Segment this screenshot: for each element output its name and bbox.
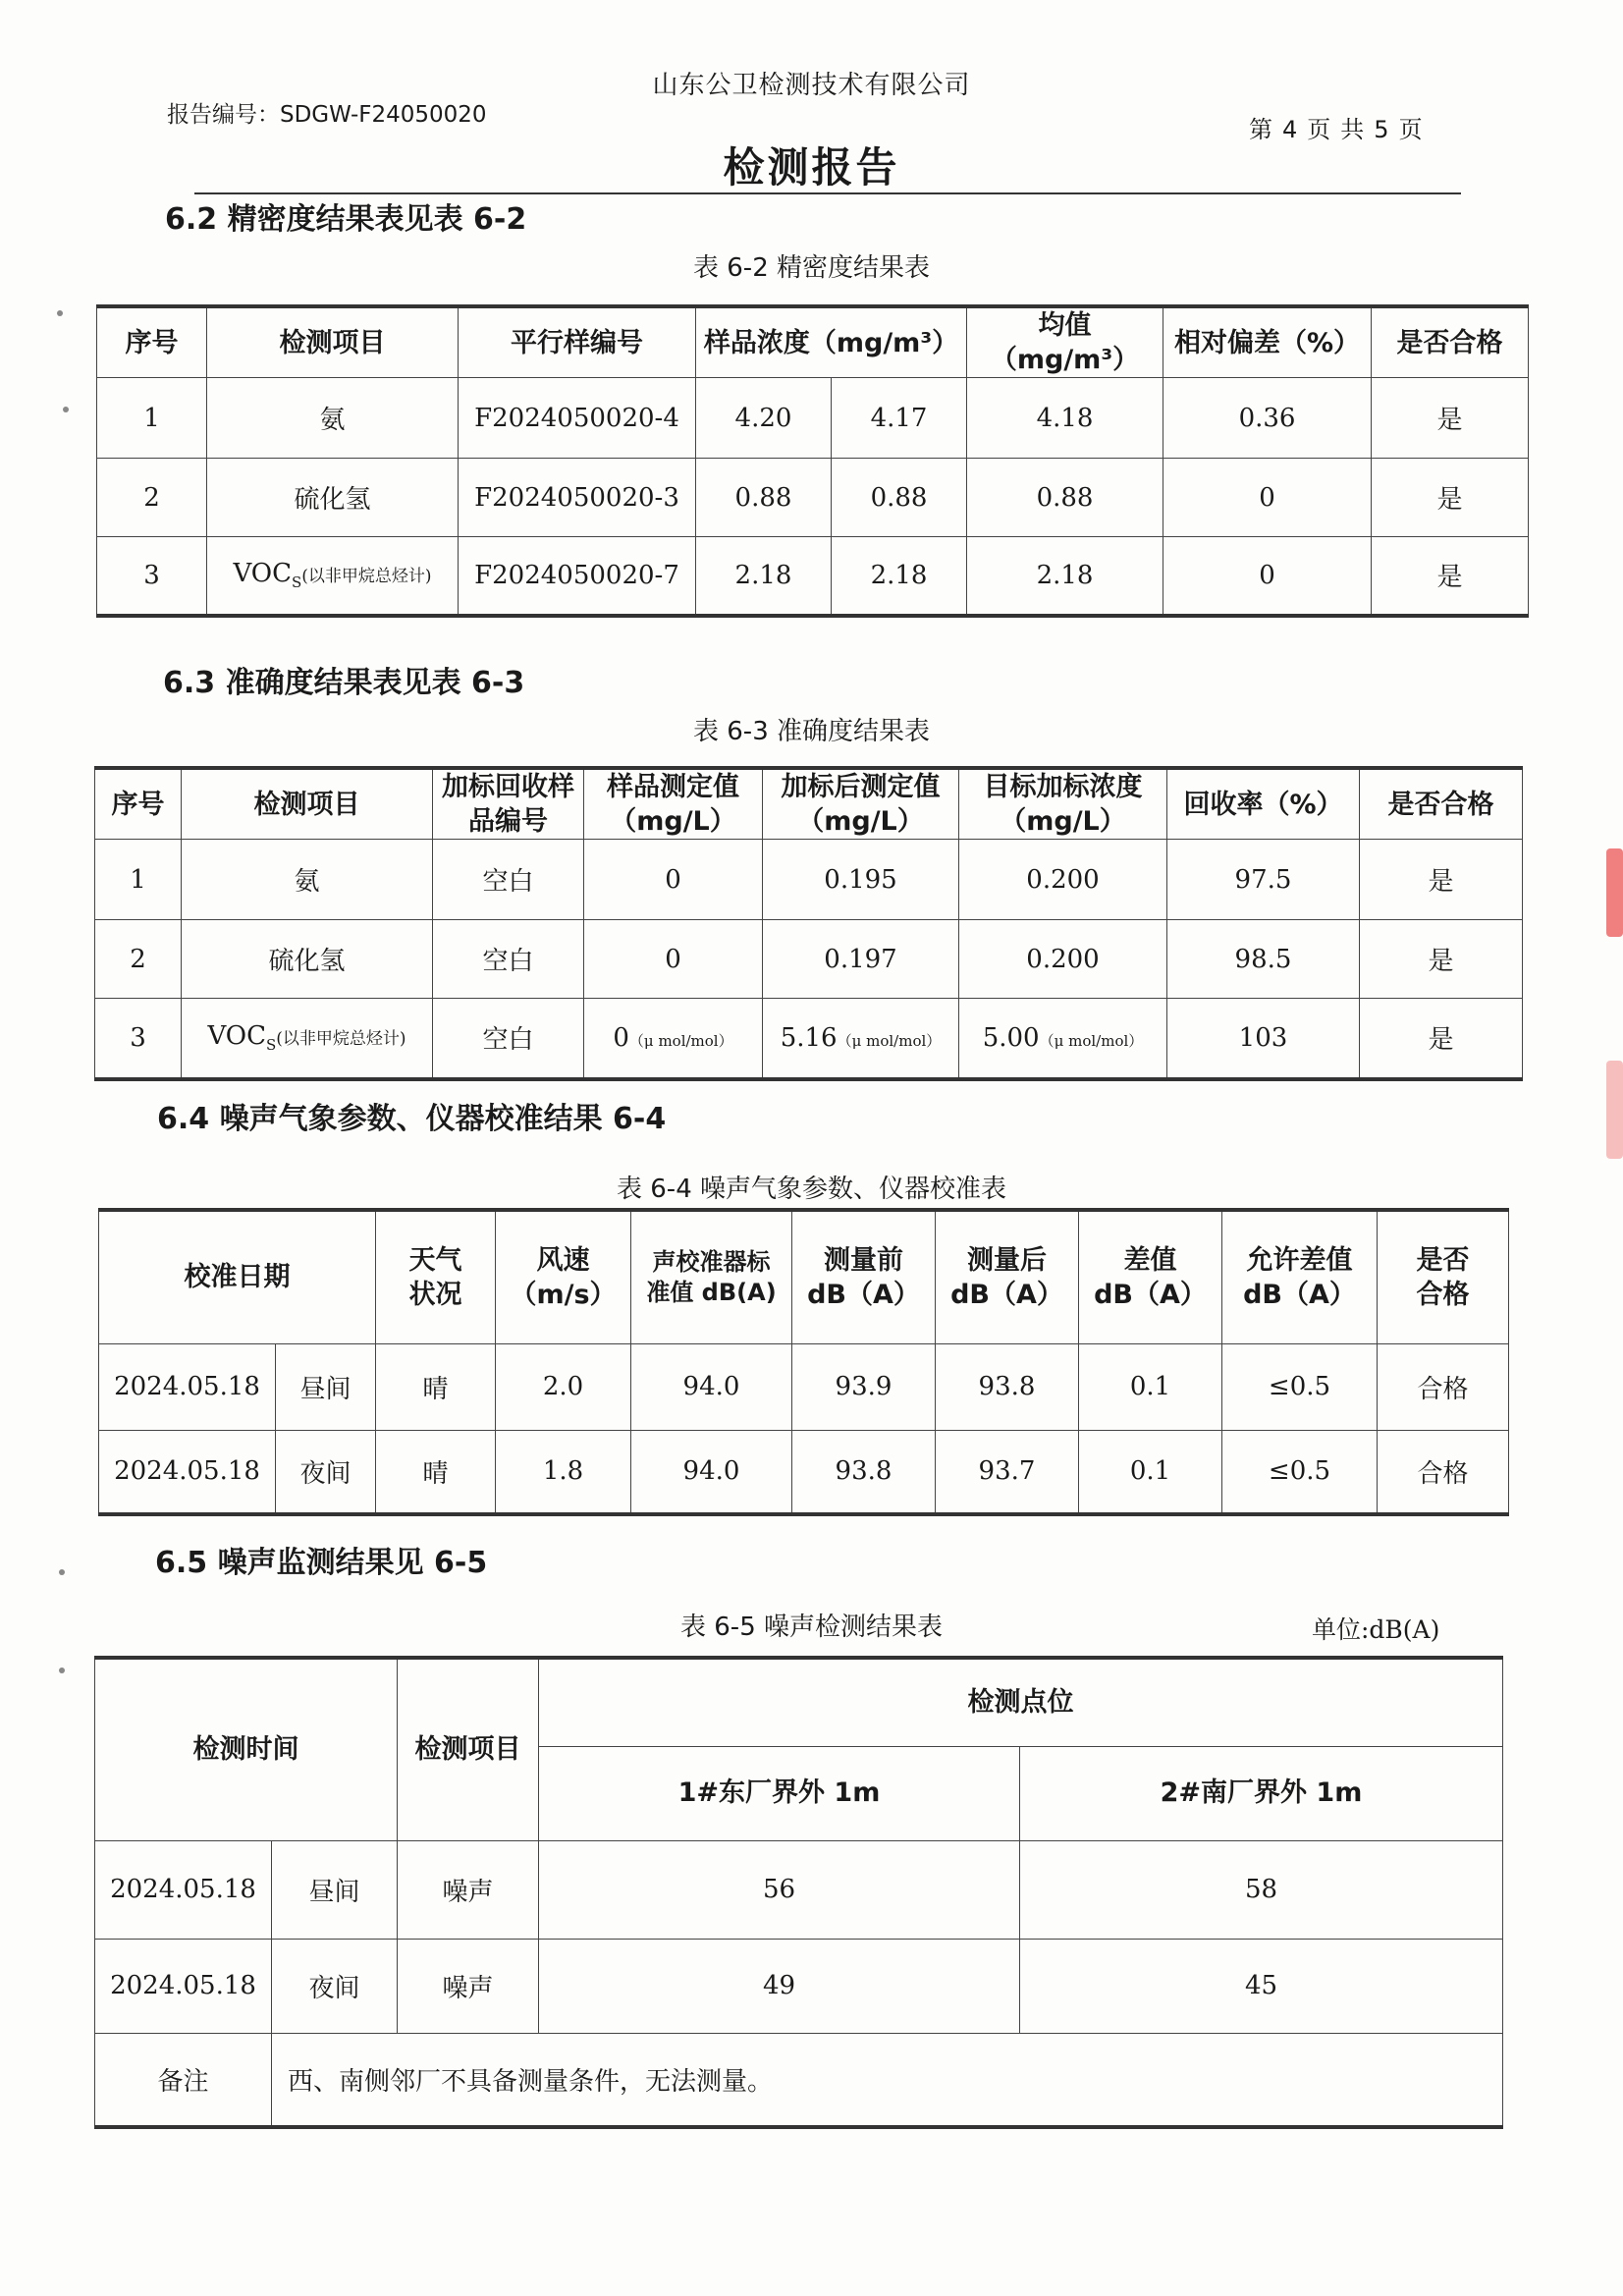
table-row (95, 999, 1523, 1079)
cell-after: 93.8 (936, 1343, 1079, 1430)
header-line: dB（A） (1094, 1279, 1207, 1310)
cell-sample: F2024050020-3 (459, 459, 696, 537)
page-info-6: 页 (1398, 116, 1423, 143)
table-row (95, 1840, 1503, 1939)
col-header: 样品浓度（mg/m³） (696, 306, 967, 378)
value: 0.197 (824, 944, 897, 974)
table-row (97, 537, 1529, 616)
cell-item: 硫化氢 (207, 459, 459, 537)
value: 0.200 (1026, 944, 1100, 974)
cell-no: 2 (97, 459, 207, 537)
cell-point-1-value: 56 (539, 1840, 1020, 1939)
cell-no: 2 (95, 920, 182, 999)
table-row (95, 1939, 1503, 2033)
cell-sample: F2024050020-4 (459, 378, 696, 459)
cell-qualified: 是 (1360, 840, 1523, 920)
cell-qualified: 是 (1372, 459, 1529, 537)
scan-dust (59, 1569, 65, 1575)
header-line: 状况 (408, 1279, 462, 1310)
cell-conc-1: 4.20 (696, 378, 832, 459)
item-subscript: S (265, 1036, 277, 1055)
cell-date: 2024.05.18 (95, 1840, 272, 1939)
cell-sample: F2024050020-7 (459, 537, 696, 616)
cell-sample: 空白 (433, 840, 584, 920)
cell-allowed: ≤0.5 (1222, 1430, 1378, 1514)
cell-date: 2024.05.18 (95, 1939, 272, 2033)
header-line: 测量后 (967, 1244, 1047, 1276)
cell-point-2-value: 45 (1020, 1939, 1503, 2033)
item-note: (以非甲烷总烃计) (276, 1029, 406, 1050)
col-header: 均值（mg/m³） (967, 306, 1163, 378)
value-unit: （μ mol/mol） (837, 1031, 942, 1050)
cell-mean: 2.18 (967, 537, 1163, 616)
cell-item: 氨 (182, 840, 433, 920)
table-row (97, 378, 1529, 459)
cell-mean: 0.88 (967, 459, 1163, 537)
table-header-row (95, 768, 1523, 840)
table-6-5-caption: 表 6-5 噪声检测结果表 (680, 1613, 943, 1642)
cell-conc-2: 4.17 (832, 378, 967, 459)
cell-period: 夜间 (272, 1939, 398, 2033)
table-6-2 (96, 304, 1529, 618)
cell-no: 1 (95, 840, 182, 920)
cell-date: 2024.05.18 (99, 1430, 276, 1514)
remark-label: 备注 (95, 2033, 272, 2127)
cell-item (207, 537, 459, 616)
cell-qualified: 合格 (1378, 1343, 1509, 1430)
table-6-3-caption: 表 6-3 准确度结果表 (693, 717, 930, 746)
cell-deviation: 0.36 (1163, 378, 1372, 459)
col-header-wind (496, 1210, 631, 1343)
cell-qualified: 合格 (1378, 1430, 1509, 1514)
table-header-row (97, 306, 1529, 378)
col-header-time: 检测时间 (95, 1658, 398, 1840)
cell-conc-1: 2.18 (696, 537, 832, 616)
cell-sample: 空白 (433, 920, 584, 999)
cell-sample: 空白 (433, 999, 584, 1079)
cell-conc-2: 0.88 (832, 459, 967, 537)
page-info-1: 第 (1249, 116, 1272, 143)
col-header: 检测项目 (207, 306, 459, 378)
header-line: 允许差值 (1246, 1244, 1353, 1276)
cell-qualified: 是 (1372, 378, 1529, 459)
cell-period: 昼间 (276, 1343, 376, 1430)
value-unit: （μ mol/mol） (628, 1031, 733, 1050)
item-name: VOC (233, 559, 292, 589)
header-line: 天气 (408, 1244, 462, 1276)
item-subscript: S (291, 574, 302, 592)
col-header: 加标后测定值（mg/L） (763, 768, 959, 840)
cell-item (182, 999, 433, 1079)
value-unit: （μ mol/mol） (1039, 1031, 1144, 1050)
col-header-item: 检测项目 (398, 1658, 539, 1840)
cell-deviation: 0 (1163, 459, 1372, 537)
cell-qualified: 是 (1360, 920, 1523, 999)
cell-qualified: 是 (1372, 537, 1529, 616)
page-info-2: 4 (1282, 116, 1298, 143)
col-header: 序号 (95, 768, 182, 840)
col-header-calibrator (631, 1210, 792, 1343)
page-info-5: 5 (1374, 116, 1389, 143)
col-header: 目标加标浓度（mg/L） (959, 768, 1167, 840)
value: 0 (613, 1022, 629, 1053)
table-header-row (95, 1658, 1503, 1746)
cell-weather: 晴 (376, 1430, 496, 1514)
col-header-diff (1079, 1210, 1222, 1343)
header-line: 准值 dB(A) (646, 1278, 777, 1306)
remark-row (95, 2033, 1503, 2127)
cell-wind: 1.8 (496, 1430, 631, 1514)
value: 5.00 (982, 1022, 1040, 1053)
value: 0 (665, 864, 681, 895)
cell-point-1-value: 49 (539, 1939, 1020, 2033)
col-header-point-1: 1#东厂界外 1m (539, 1746, 1020, 1840)
col-header: 样品测定值（mg/L） (584, 768, 763, 840)
table-row (99, 1430, 1509, 1514)
table-row (97, 459, 1529, 537)
cell-no: 3 (95, 999, 182, 1079)
col-header-after (936, 1210, 1079, 1343)
cell-spiked-value (763, 920, 959, 999)
section-6-4-heading: 6.4 噪声气象参数、仪器校准结果 6-4 (157, 1102, 667, 1136)
col-header-date: 校准日期 (99, 1210, 376, 1343)
col-header: 是否合格 (1360, 768, 1523, 840)
cell-recovery: 103 (1167, 999, 1360, 1079)
cell-after: 93.7 (936, 1430, 1079, 1514)
table-6-4 (98, 1208, 1509, 1516)
table-6-5 (94, 1656, 1503, 2129)
col-header: 平行样编号 (459, 306, 696, 378)
table-header-row (99, 1210, 1509, 1343)
cell-recovery: 98.5 (1167, 920, 1360, 999)
header-line: 风速 (536, 1244, 590, 1276)
cell-sample-value (584, 840, 763, 920)
value: 0 (665, 944, 681, 974)
scan-dust (57, 310, 63, 316)
cell-spiked-value (763, 999, 959, 1079)
col-header: 检测项目 (182, 768, 433, 840)
value: 5.16 (780, 1022, 838, 1053)
col-header-weather (376, 1210, 496, 1343)
col-header: 相对偏差（%） (1163, 306, 1372, 378)
col-header: 加标回收样品编号 (433, 768, 584, 840)
cell-item: 硫化氢 (182, 920, 433, 999)
cell-period: 昼间 (272, 1840, 398, 1939)
report-number: 报告编号：SDGW-F24050020 (167, 102, 487, 128)
remark-text: 西、南侧邻厂不具备测量条件，无法测量。 (272, 2033, 1503, 2127)
table-6-3 (94, 766, 1523, 1081)
cell-before: 93.8 (792, 1430, 936, 1514)
cell-wind: 2.0 (496, 1343, 631, 1430)
cell-item: 噪声 (398, 1939, 539, 2033)
col-header-allowed (1222, 1210, 1378, 1343)
cell-diff: 0.1 (1079, 1430, 1222, 1514)
col-header-qualified (1378, 1210, 1509, 1343)
page-title: 检测报告 (723, 143, 900, 191)
seal-edge-mark (1606, 1061, 1623, 1159)
cell-diff: 0.1 (1079, 1343, 1222, 1430)
cell-weather: 晴 (376, 1343, 496, 1430)
header-line: 测量前 (824, 1244, 903, 1276)
cell-item: 噪声 (398, 1840, 539, 1939)
cell-sample-value (584, 920, 763, 999)
header-line: 是否 (1416, 1244, 1470, 1276)
unit-label: 单位:dB(A) (1312, 1615, 1440, 1644)
company-name: 山东公卫检测技术有限公司 (652, 71, 971, 100)
cell-date: 2024.05.18 (99, 1343, 276, 1430)
col-header-before (792, 1210, 936, 1343)
header-line: dB（A） (807, 1279, 920, 1310)
cell-deviation: 0 (1163, 537, 1372, 616)
table-6-4-caption: 表 6-4 噪声气象参数、仪器校准表 (617, 1175, 1006, 1204)
cell-target-value (959, 999, 1167, 1079)
cell-point-2-value: 58 (1020, 1840, 1503, 1939)
page-info-4: 共 (1340, 116, 1365, 143)
cell-no: 3 (97, 537, 207, 616)
cell-period: 夜间 (276, 1430, 376, 1514)
table-row (99, 1343, 1509, 1430)
cell-conc-1: 0.88 (696, 459, 832, 537)
col-header: 回收率（%） (1167, 768, 1360, 840)
seal-edge-mark (1606, 848, 1623, 937)
cell-target-value (959, 840, 1167, 920)
cell-calibrator: 94.0 (631, 1430, 792, 1514)
cell-spiked-value (763, 840, 959, 920)
value: 0.195 (824, 864, 897, 895)
section-6-3-heading: 6.3 准确度结果表见表 6-3 (163, 666, 525, 700)
cell-before: 93.9 (792, 1343, 936, 1430)
col-header-points: 检测点位 (539, 1658, 1503, 1746)
header-line: dB（A） (1243, 1279, 1356, 1310)
cell-no: 1 (97, 378, 207, 459)
table-row (95, 920, 1523, 999)
col-header-point-2: 2#南厂界外 1m (1020, 1746, 1503, 1840)
cell-qualified: 是 (1360, 999, 1523, 1079)
section-6-5-heading: 6.5 噪声监测结果见 6-5 (155, 1546, 488, 1580)
cell-item: 氨 (207, 378, 459, 459)
cell-mean: 4.18 (967, 378, 1163, 459)
header-line: （m/s） (510, 1279, 617, 1310)
scan-dust (63, 407, 69, 412)
col-header: 是否合格 (1372, 306, 1529, 378)
header-line: 合格 (1416, 1279, 1470, 1310)
item-note: (以非甲烷总烃计) (301, 567, 432, 587)
cell-conc-2: 2.18 (832, 537, 967, 616)
cell-allowed: ≤0.5 (1222, 1343, 1378, 1430)
cell-sample-value (584, 999, 763, 1079)
value: 0.200 (1026, 864, 1100, 895)
cell-recovery: 97.5 (1167, 840, 1360, 920)
header-line: 声校准器标 (652, 1247, 771, 1276)
header-line: dB（A） (950, 1279, 1063, 1310)
page-info-3: 页 (1307, 116, 1331, 143)
item-name: VOC (207, 1021, 266, 1052)
cell-target-value (959, 920, 1167, 999)
table-row (95, 840, 1523, 920)
table-6-2-caption: 表 6-2 精密度结果表 (693, 253, 930, 283)
cell-calibrator: 94.0 (631, 1343, 792, 1430)
section-6-2-heading: 6.2 精密度结果表见表 6-2 (165, 202, 527, 237)
header-line: 差值 (1123, 1244, 1177, 1276)
col-header: 序号 (97, 306, 207, 378)
scan-dust (59, 1667, 65, 1673)
